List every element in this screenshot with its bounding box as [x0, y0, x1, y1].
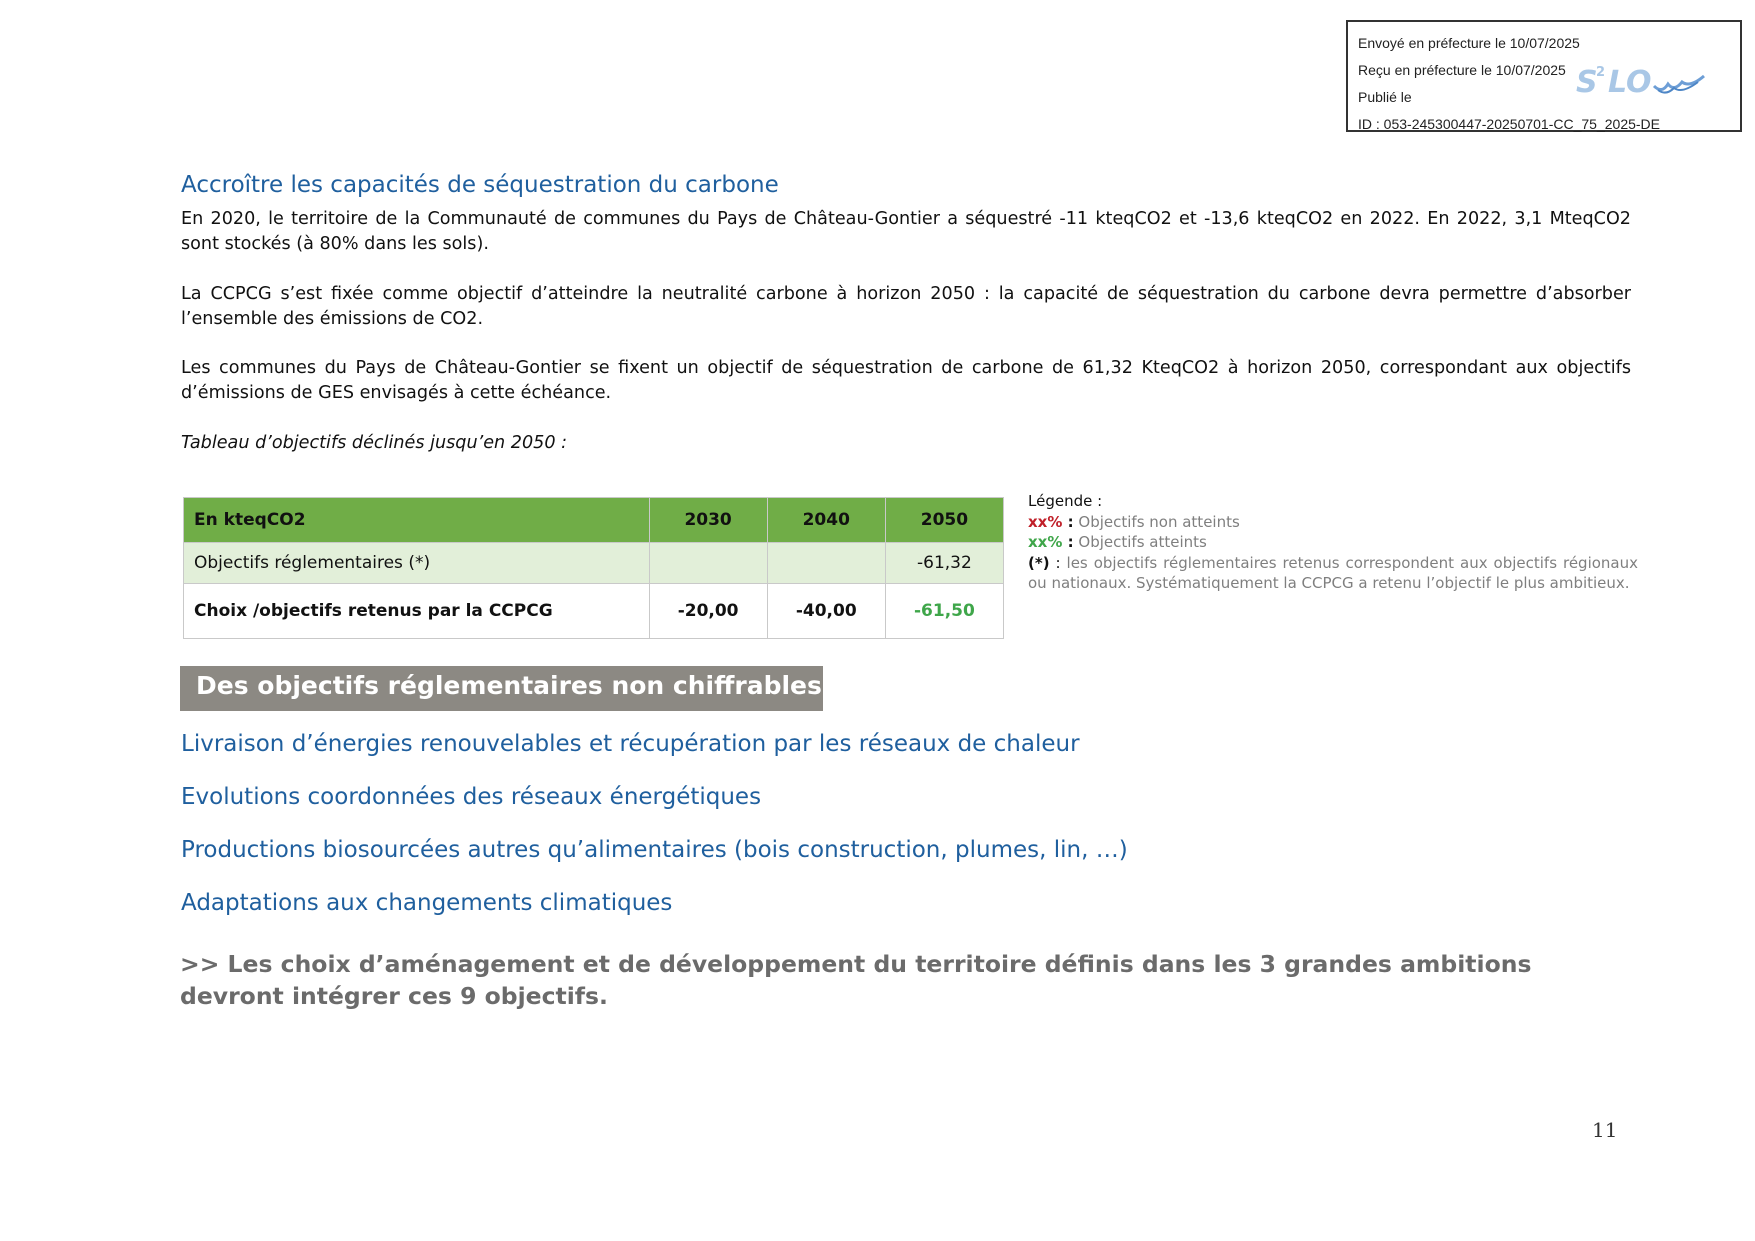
table-legend	[1028, 491, 1638, 594]
stamp-received: Reçu en préfecture le 10/07/2025	[1358, 62, 1566, 78]
legend-sep: :	[1062, 533, 1074, 551]
subheading-biosourced: Productions biosourcées autres qu’alimentaires (bois construction, plumes, lin, …)	[181, 837, 1128, 863]
table-caption: Tableau d’objectifs déclinés jusqu’en 2050 :	[181, 433, 568, 453]
prefecture-stamp	[1346, 20, 1742, 132]
s2lo-logo	[1576, 60, 1716, 100]
row-label-regulatory: Objectifs réglementaires (*)	[184, 543, 650, 584]
svg-text:S: S	[1576, 65, 1598, 100]
subheading-energy-networks: Evolutions coordonnées des réseaux énergétiques	[181, 784, 762, 810]
header-unit: En kteqCO2	[184, 498, 650, 543]
section-banner: Des objectifs réglementaires non chiffrables	[180, 666, 823, 711]
svg-text:LO: LO	[1608, 65, 1652, 100]
table-row	[184, 584, 1004, 639]
legend-red-marker: xx%	[1028, 512, 1063, 531]
stamp-published: Publié le	[1358, 89, 1412, 105]
header-2040: 2040	[767, 498, 885, 543]
legend-note-text: les objectifs réglementaires retenus correspondent aux objectifs régionaux ou nationaux. Systématiquement la CCPCG a retenu l’objectif le plus ambitieux.	[1028, 553, 1638, 592]
paragraph-2020-sequestration: En 2020, le territoire de la Communauté de communes du Pays de Château-Gontier a séquestré -11 kteqCO2 et -13,6 kteqCO2 en 2022. En 2022, 3,1 MteqCO2 sont stockés (à 80% dans les sols).	[181, 209, 1631, 254]
cell-regulatory-2050: -61,32	[885, 543, 1003, 584]
objectives-table	[183, 497, 1004, 639]
page-number: 11	[1592, 1118, 1618, 1142]
cell-ccpcg-2040: -40,00	[767, 584, 885, 639]
legend-sep: :	[1049, 553, 1061, 572]
paragraph-objective: Les communes du Pays de Château-Gontier se fixent un objectif de séquestration de carbone de 61,32 KteqCO2 à horizon 2050, correspondant aux objectifs d’émissions de GES envisagés à cette échéance.	[181, 358, 1631, 403]
stamp-id: ID : 053-245300447-20250701-CC_75_2025-DE	[1358, 116, 1660, 132]
legend-note-marker: (*)	[1028, 553, 1050, 572]
legend-red-text: Objectifs non atteints	[1073, 512, 1240, 531]
paragraph-neutrality: La CCPCG s’est fixée comme objectif d’atteindre la neutralité carbone à horizon 2050 : la capacité de séquestration du carbone devra permettre d’absorber l’ensemble des émissions de CO2.	[181, 284, 1631, 329]
section-heading-carbon: Accroître les capacités de séquestration du carbone	[181, 172, 779, 198]
cell-regulatory-2030	[649, 543, 767, 584]
closing-statement: >> Les choix d’aménagement et de développement du territoire définis dans les 3 grandes ambitions devront intégrer ces 9 objectifs.	[180, 950, 1532, 1010]
subheading-heat-networks: Livraison d’énergies renouvelables et récupération par les réseaux de chaleur	[181, 731, 1080, 757]
legend-sep: :	[1062, 512, 1074, 531]
legend-green-marker: xx%	[1028, 533, 1063, 551]
cell-regulatory-2040	[767, 543, 885, 584]
legend-green-text: Objectifs atteints	[1073, 533, 1207, 551]
subheading-climate-adaptation: Adaptations aux changements climatiques	[181, 890, 673, 916]
legend-red-entry	[1028, 512, 1638, 533]
legend-title: Légende :	[1028, 492, 1103, 510]
row-label-ccpcg: Choix /objectifs retenus par la CCPCG	[184, 584, 650, 639]
table-row	[184, 543, 1004, 584]
header-2030: 2030	[649, 498, 767, 543]
cell-ccpcg-2050: -61,50	[885, 584, 1003, 639]
cell-ccpcg-2030: -20,00	[649, 584, 767, 639]
table-header-row	[184, 498, 1004, 543]
header-2050: 2050	[885, 498, 1003, 543]
stamp-sent: Envoyé en préfecture le 10/07/2025	[1358, 35, 1580, 51]
legend-note-entry	[1028, 553, 1638, 594]
svg-text:2: 2	[1596, 65, 1606, 80]
legend-green-entry	[1028, 532, 1638, 553]
